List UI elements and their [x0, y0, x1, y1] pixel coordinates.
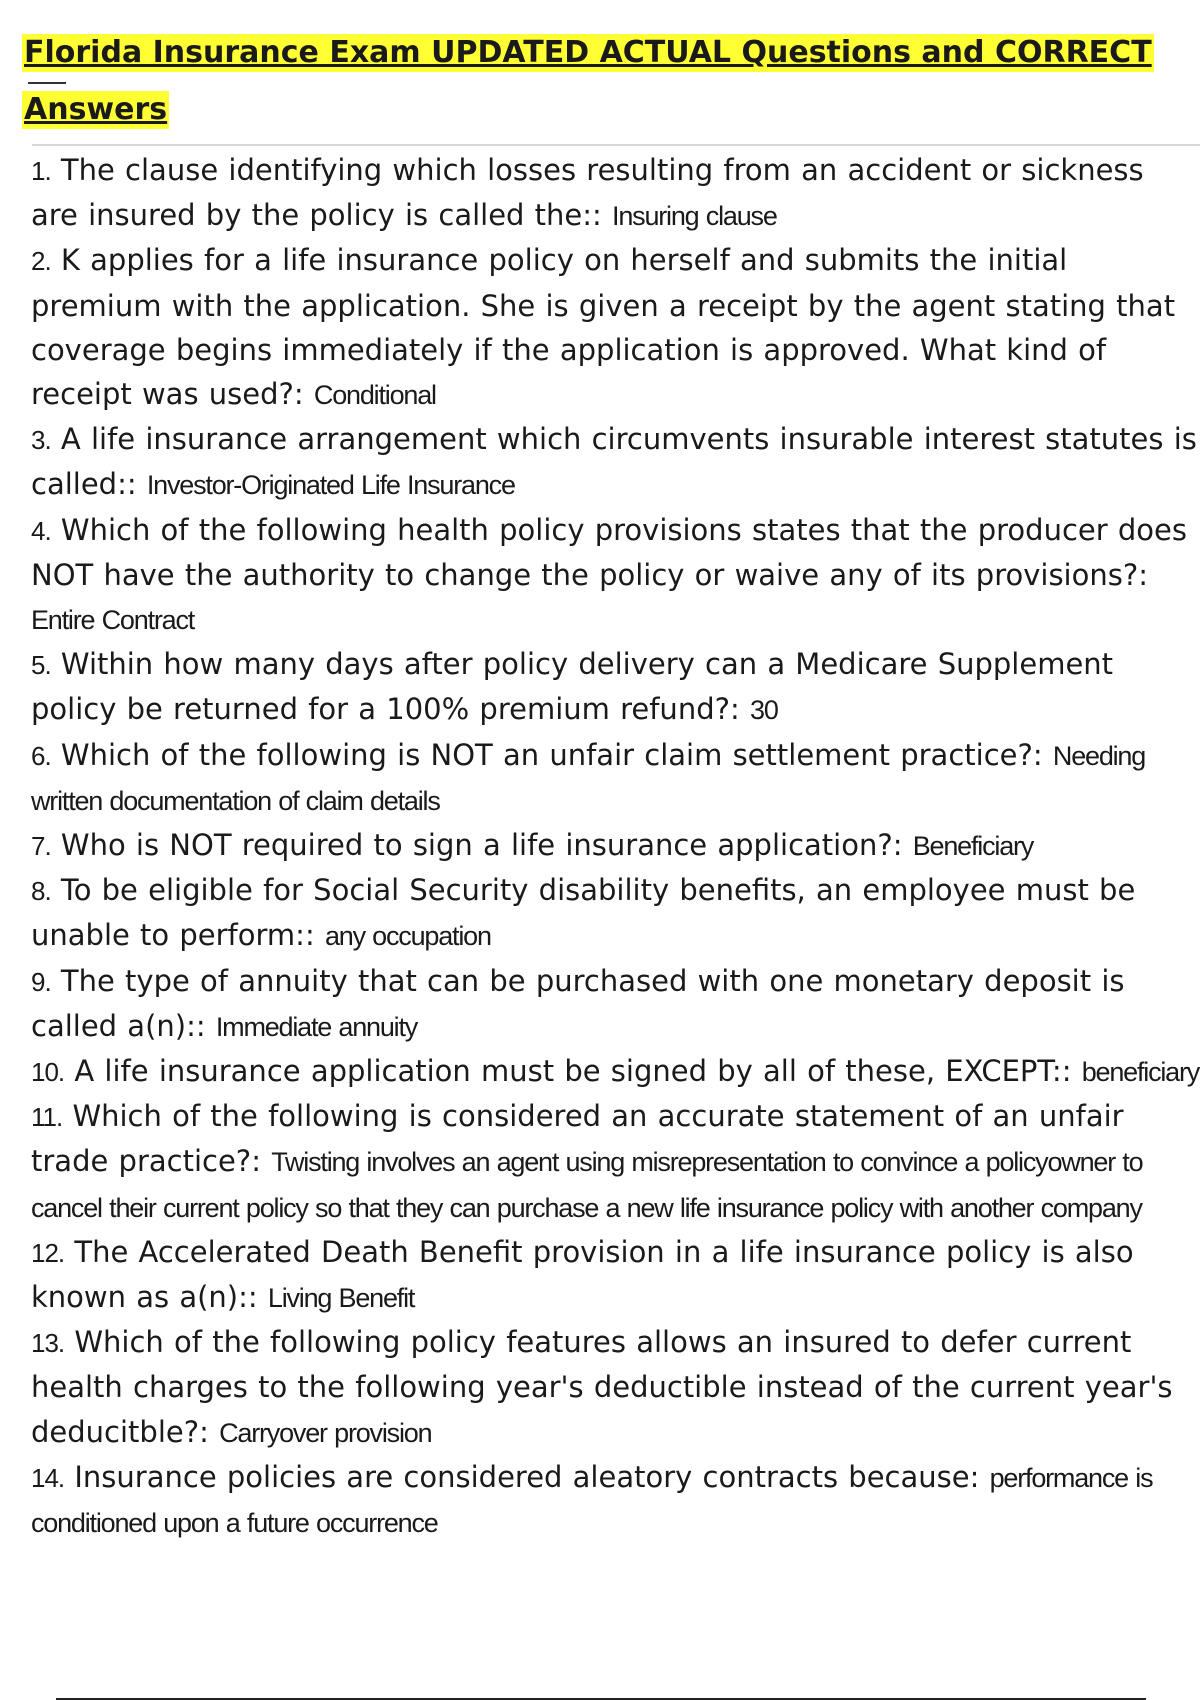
title-line-2: Answers	[24, 92, 168, 127]
qa-item-7: 7. Who is NOT required to sign a life insurance application?: Beneficiary	[31, 828, 1034, 863]
answer-text: Conditional	[313, 380, 436, 411]
answer-text: Living Benefit	[267, 1283, 415, 1314]
qa-item-11: 11. Which of the following is considered an accurate statement of an unfair trade practice?: Twisting involves an agent using misrepresentation to convince a policyowner to cancel their current policy so that they can purchase a new life insurance policy with another company	[31, 1099, 1143, 1223]
qa-item-13: 13. Which of the following policy features allows an insured to defer current health charges to the following year's deductible instead of the current year's deducitble?: Carryover provision	[31, 1325, 1173, 1449]
answer-text: Twisting involves an agent using misrepresentation to convince a policyowner to cancel their current policy so that they can purchase a new life insurance policy with another company	[31, 1147, 1143, 1223]
qa-item-10: 10. A life insurance application must be signed by all of these, EXCEPT:: beneficiary	[31, 1054, 1200, 1089]
qa-item-5: 5. Within how many days after policy delivery can a Medicare Supplement policy be returned for a 100% premium refund?: 30	[31, 647, 1114, 727]
qa-item-14: 14. Insurance policies are considered aleatory contracts because: performance is conditioned upon a future occurrence	[31, 1459, 1153, 1539]
answer-text: Needing written documentation of claim details	[31, 740, 1146, 816]
qa-item-12: 12. The Accelerated Death Benefit provision in a life insurance policy is also known as a(n):: Living Benefit	[31, 1234, 1134, 1315]
title-dash	[28, 82, 66, 84]
qa-item-1: 1. The clause identifying which losses resulting from an accident or sickness are insured by the policy is called the:: Insuring clause	[31, 153, 1144, 233]
qa-item-8: 8. To be eligible for Social Security disability benefits, an employee must be unable to perform:: any occupation	[31, 873, 1136, 953]
answer-text: any occupation	[324, 921, 491, 952]
answer-text: Insuring clause	[612, 201, 777, 232]
answer-text: Beneficiary	[912, 831, 1034, 862]
answer-text: performance is conditioned upon a future occurrence	[31, 1462, 1153, 1539]
answer-text: Immediate annuity	[215, 1011, 418, 1042]
title-line-1: Florida Insurance Exam UPDATED ACTUAL Questions and CORRECT	[24, 35, 1152, 70]
answer-text: beneficiary	[1081, 1057, 1200, 1088]
answer-text: Entire Contract	[31, 605, 195, 636]
document-title	[22, 34, 1172, 129]
header-divider	[32, 144, 1200, 146]
answer-text: Investor-Originated Life Insurance	[146, 470, 515, 501]
answer-text: 30	[750, 695, 778, 726]
answer-text: Carryover provision	[219, 1417, 432, 1448]
qa-item-6: 6. Which of the following is NOT an unfair claim settlement practice?: Needing written documentation of claim details	[31, 737, 1146, 816]
qa-item-3: 3. A life insurance arrangement which circumvents insurable interest statutes is called:: Investor-Originated Life Insurance	[31, 422, 1197, 502]
qa-item-9: 9. The type of annuity that can be purchased with one monetary deposit is called a(n):: Immediate annuity	[31, 963, 1125, 1043]
qa-item-2: 2. K applies for a life insurance policy on herself and submits the initial premium with the application. She is given a receipt by the agent stating that coverage begins immediately if the application is approved. What kind of receipt was used?: Conditional	[31, 243, 1176, 412]
qa-item-4: 4. Which of the following health policy provisions states that the producer does NOT have the authority to change the policy or waive any of its provisions?: Entire Contract	[31, 512, 1187, 636]
qa-list	[31, 148, 1200, 1545]
